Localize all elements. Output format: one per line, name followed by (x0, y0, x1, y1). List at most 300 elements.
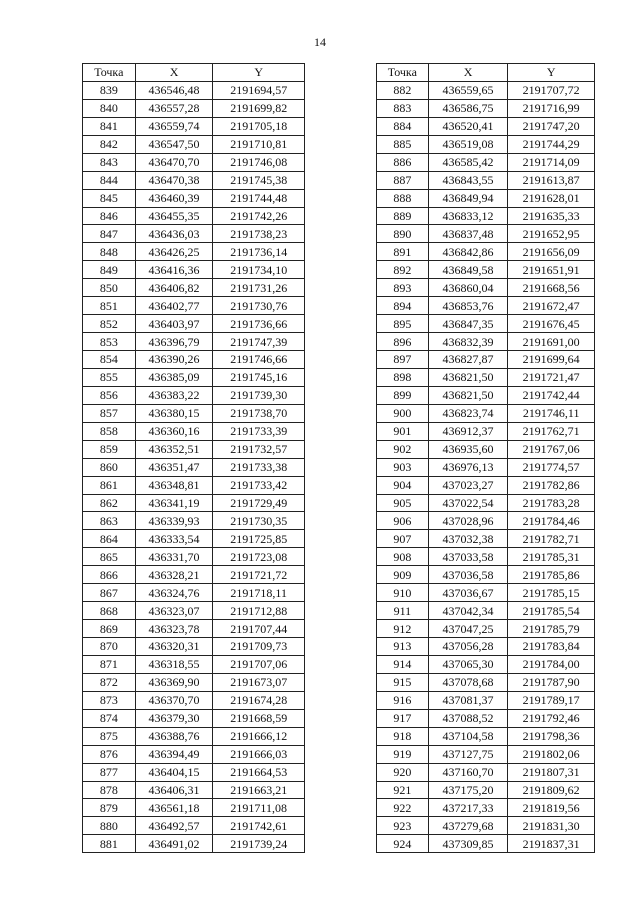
cell-y: 2191733,42 (213, 476, 305, 494)
cell-y: 2191742,44 (508, 386, 595, 404)
table-row (83, 351, 305, 369)
cell-y: 2191729,49 (213, 494, 305, 512)
cell-y: 2191666,12 (213, 727, 305, 745)
cell-x: 436370,70 (135, 691, 213, 709)
cell-x: 436320,31 (135, 638, 213, 656)
table-row (377, 153, 595, 171)
cell-y: 2191809,62 (508, 781, 595, 799)
header-y: Y (213, 64, 305, 82)
cell-x: 436559,65 (428, 81, 508, 99)
cell-x: 437104,58 (428, 727, 508, 745)
cell-point: 858 (83, 422, 136, 440)
cell-point: 914 (377, 655, 429, 673)
cell-point: 879 (83, 799, 136, 817)
cell-point: 860 (83, 458, 136, 476)
table-row (377, 315, 595, 333)
cell-point: 839 (83, 81, 136, 99)
cell-x: 437032,38 (428, 530, 508, 548)
cell-point: 911 (377, 602, 429, 620)
table-row (377, 422, 595, 440)
cell-point: 908 (377, 548, 429, 566)
cell-y: 2191673,07 (213, 673, 305, 691)
cell-x: 437036,67 (428, 584, 508, 602)
cell-y: 2191707,06 (213, 655, 305, 673)
table-row (83, 135, 305, 153)
cell-y: 2191736,66 (213, 315, 305, 333)
table-row (83, 171, 305, 189)
table-header-row (377, 64, 595, 82)
table-row (83, 297, 305, 315)
table-row (83, 638, 305, 656)
cell-y: 2191699,64 (508, 351, 595, 369)
cell-y: 2191664,53 (213, 763, 305, 781)
cell-x: 436470,70 (135, 153, 213, 171)
cell-x: 436379,30 (135, 709, 213, 727)
cell-y: 2191784,00 (508, 655, 595, 673)
cell-x: 436935,60 (428, 440, 508, 458)
cell-point: 852 (83, 315, 136, 333)
cell-x: 436341,19 (135, 494, 213, 512)
cell-y: 2191705,18 (213, 117, 305, 135)
cell-x: 437088,52 (428, 709, 508, 727)
cell-y: 2191691,00 (508, 333, 595, 351)
table-row (83, 368, 305, 386)
table-row (83, 99, 305, 117)
page-number: 14 (314, 35, 326, 49)
cell-x: 436847,35 (428, 315, 508, 333)
cell-point: 891 (377, 243, 429, 261)
cell-x: 436406,31 (135, 781, 213, 799)
cell-point: 906 (377, 512, 429, 530)
cell-y: 2191651,91 (508, 261, 595, 279)
cell-point: 844 (83, 171, 136, 189)
cell-x: 436388,76 (135, 727, 213, 745)
table-row (377, 135, 595, 153)
cell-point: 895 (377, 315, 429, 333)
cell-x: 436348,81 (135, 476, 213, 494)
table-row (83, 225, 305, 243)
header-x: X (428, 64, 508, 82)
table-row (83, 422, 305, 440)
cell-y: 2191668,56 (508, 279, 595, 297)
table-row (377, 602, 595, 620)
cell-x: 436460,39 (135, 189, 213, 207)
cell-y: 2191746,11 (508, 404, 595, 422)
table-row (377, 817, 595, 835)
cell-x: 436470,38 (135, 171, 213, 189)
cell-x: 437033,58 (428, 548, 508, 566)
cell-point: 881 (83, 835, 136, 853)
cell-y: 2191785,15 (508, 584, 595, 602)
cell-point: 847 (83, 225, 136, 243)
table-row (377, 727, 595, 745)
cell-x: 436352,51 (135, 440, 213, 458)
cell-x: 437022,54 (428, 494, 508, 512)
cell-point: 875 (83, 727, 136, 745)
cell-y: 2191802,06 (508, 745, 595, 763)
cell-point: 905 (377, 494, 429, 512)
cell-point: 916 (377, 691, 429, 709)
cell-point: 918 (377, 727, 429, 745)
cell-y: 2191721,47 (508, 368, 595, 386)
cell-y: 2191744,48 (213, 189, 305, 207)
cell-y: 2191745,16 (213, 368, 305, 386)
table-row (377, 171, 595, 189)
cell-y: 2191789,17 (508, 691, 595, 709)
cell-y: 2191725,85 (213, 530, 305, 548)
cell-x: 436323,07 (135, 602, 213, 620)
table-row (83, 548, 305, 566)
table-row (377, 655, 595, 673)
table-row (377, 745, 595, 763)
cell-x: 436912,37 (428, 422, 508, 440)
cell-point: 923 (377, 817, 429, 835)
cell-point: 854 (83, 351, 136, 369)
table-row (83, 691, 305, 709)
table-row (83, 440, 305, 458)
cell-point: 915 (377, 673, 429, 691)
cell-y: 2191736,14 (213, 243, 305, 261)
cell-point: 865 (83, 548, 136, 566)
cell-x: 436385,09 (135, 368, 213, 386)
table-row (83, 189, 305, 207)
cell-y: 2191744,29 (508, 135, 595, 153)
cell-point: 896 (377, 333, 429, 351)
header-y: Y (508, 64, 595, 82)
cell-x: 436837,48 (428, 225, 508, 243)
table-row (83, 799, 305, 817)
table-row (377, 279, 595, 297)
cell-x: 436394,49 (135, 745, 213, 763)
cell-x: 436976,13 (428, 458, 508, 476)
cell-y: 2191666,03 (213, 745, 305, 763)
cell-point: 868 (83, 602, 136, 620)
table-row (377, 494, 595, 512)
table-row (83, 494, 305, 512)
cell-y: 2191739,24 (213, 835, 305, 853)
cell-point: 872 (83, 673, 136, 691)
cell-point: 907 (377, 530, 429, 548)
cell-x: 436328,21 (135, 566, 213, 584)
cell-y: 2191746,08 (213, 153, 305, 171)
table-row (83, 476, 305, 494)
table-row (83, 763, 305, 781)
cell-y: 2191699,82 (213, 99, 305, 117)
cell-y: 2191712,88 (213, 602, 305, 620)
cell-point: 855 (83, 368, 136, 386)
cell-x: 437036,58 (428, 566, 508, 584)
table-row (83, 207, 305, 225)
table-row (377, 386, 595, 404)
cell-point: 912 (377, 620, 429, 638)
cell-point: 894 (377, 297, 429, 315)
cell-x: 436557,28 (135, 99, 213, 117)
cell-x: 436369,90 (135, 673, 213, 691)
cell-x: 436520,41 (428, 117, 508, 135)
table-row (377, 333, 595, 351)
table-header-row (83, 64, 305, 82)
cell-y: 2191747,20 (508, 117, 595, 135)
cell-x: 436416,36 (135, 261, 213, 279)
table-row (83, 333, 305, 351)
cell-point: 883 (377, 99, 429, 117)
cell-y: 2191738,23 (213, 225, 305, 243)
cell-y: 2191819,56 (508, 799, 595, 817)
cell-y: 2191767,06 (508, 440, 595, 458)
table-row (377, 297, 595, 315)
cell-point: 870 (83, 638, 136, 656)
cell-point: 892 (377, 261, 429, 279)
cell-point: 863 (83, 512, 136, 530)
table-row (377, 117, 595, 135)
cell-y: 2191837,31 (508, 835, 595, 853)
cell-x: 436853,76 (428, 297, 508, 315)
cell-point: 882 (377, 81, 429, 99)
table-row (83, 458, 305, 476)
cell-x: 436426,25 (135, 243, 213, 261)
cell-y: 2191710,81 (213, 135, 305, 153)
cell-point: 893 (377, 279, 429, 297)
cell-point: 902 (377, 440, 429, 458)
cell-x: 436390,26 (135, 351, 213, 369)
cell-y: 2191785,86 (508, 566, 595, 584)
cell-y: 2191747,39 (213, 333, 305, 351)
table-row (377, 261, 595, 279)
cell-y: 2191674,28 (213, 691, 305, 709)
cell-y: 2191782,86 (508, 476, 595, 494)
cell-y: 2191714,09 (508, 153, 595, 171)
cell-point: 919 (377, 745, 429, 763)
table-row (377, 673, 595, 691)
cell-x: 436585,42 (428, 153, 508, 171)
cell-x: 436383,22 (135, 386, 213, 404)
cell-x: 436842,86 (428, 243, 508, 261)
cell-point: 886 (377, 153, 429, 171)
cell-point: 904 (377, 476, 429, 494)
cell-x: 436406,82 (135, 279, 213, 297)
header-x: X (135, 64, 213, 82)
cell-point: 846 (83, 207, 136, 225)
cell-point: 910 (377, 584, 429, 602)
table-row (377, 763, 595, 781)
table-row (83, 243, 305, 261)
table-row (83, 817, 305, 835)
table-row (377, 476, 595, 494)
table-row (83, 81, 305, 99)
cell-point: 876 (83, 745, 136, 763)
cell-y: 2191628,01 (508, 189, 595, 207)
cell-x: 437023,27 (428, 476, 508, 494)
table-row (377, 81, 595, 99)
cell-y: 2191718,11 (213, 584, 305, 602)
cell-y: 2191783,84 (508, 638, 595, 656)
table-row (377, 584, 595, 602)
cell-point: 901 (377, 422, 429, 440)
cell-point: 845 (83, 189, 136, 207)
cell-x: 436546,48 (135, 81, 213, 99)
cell-x: 437217,33 (428, 799, 508, 817)
table-row (377, 638, 595, 656)
table-row (83, 584, 305, 602)
cell-point: 897 (377, 351, 429, 369)
cell-y: 2191707,44 (213, 620, 305, 638)
cell-y: 2191656,09 (508, 243, 595, 261)
table-row (83, 602, 305, 620)
cell-x: 436491,02 (135, 835, 213, 853)
cell-x: 436832,39 (428, 333, 508, 351)
cell-point: 862 (83, 494, 136, 512)
cell-y: 2191731,26 (213, 279, 305, 297)
cell-y: 2191613,87 (508, 171, 595, 189)
cell-point: 920 (377, 763, 429, 781)
table-row (377, 781, 595, 799)
cell-y: 2191798,36 (508, 727, 595, 745)
cell-y: 2191785,54 (508, 602, 595, 620)
table-row (377, 404, 595, 422)
table-row (377, 799, 595, 817)
cell-x: 436821,50 (428, 386, 508, 404)
cell-x: 436360,16 (135, 422, 213, 440)
cell-y: 2191783,28 (508, 494, 595, 512)
cell-x: 436492,57 (135, 817, 213, 835)
cell-point: 842 (83, 135, 136, 153)
cell-x: 437042,34 (428, 602, 508, 620)
cell-x: 436547,50 (135, 135, 213, 153)
cell-x: 437047,25 (428, 620, 508, 638)
cell-x: 436333,54 (135, 530, 213, 548)
cell-point: 880 (83, 817, 136, 835)
cell-x: 436843,55 (428, 171, 508, 189)
cell-x: 436318,55 (135, 655, 213, 673)
cell-point: 866 (83, 566, 136, 584)
cell-y: 2191738,70 (213, 404, 305, 422)
cell-y: 2191721,72 (213, 566, 305, 584)
cell-y: 2191694,57 (213, 81, 305, 99)
table-row (377, 512, 595, 530)
cell-y: 2191652,95 (508, 225, 595, 243)
table-row (83, 153, 305, 171)
cell-point: 913 (377, 638, 429, 656)
table-row (83, 781, 305, 799)
cell-point: 909 (377, 566, 429, 584)
cell-x: 437160,70 (428, 763, 508, 781)
cell-point: 864 (83, 530, 136, 548)
table-row (377, 530, 595, 548)
table-row (377, 351, 595, 369)
cell-y: 2191733,38 (213, 458, 305, 476)
cell-point: 871 (83, 655, 136, 673)
cell-x: 437065,30 (428, 655, 508, 673)
cell-point: 917 (377, 709, 429, 727)
cell-x: 436331,70 (135, 548, 213, 566)
cell-x: 437078,68 (428, 673, 508, 691)
cell-x: 436351,47 (135, 458, 213, 476)
cell-y: 2191672,47 (508, 297, 595, 315)
cell-x: 436404,15 (135, 763, 213, 781)
cell-x: 436827,87 (428, 351, 508, 369)
cell-x: 437309,85 (428, 835, 508, 853)
cell-x: 436821,50 (428, 368, 508, 386)
cell-x: 436324,76 (135, 584, 213, 602)
coordinates-table-right (376, 63, 595, 853)
cell-x: 436833,12 (428, 207, 508, 225)
cell-y: 2191774,57 (508, 458, 595, 476)
table-row (83, 835, 305, 853)
cell-point: 898 (377, 368, 429, 386)
table-row (83, 655, 305, 673)
cell-point: 877 (83, 763, 136, 781)
header-point: Точка (377, 64, 429, 82)
table-row (377, 189, 595, 207)
cell-point: 840 (83, 99, 136, 117)
cell-y: 2191746,66 (213, 351, 305, 369)
cell-point: 853 (83, 333, 136, 351)
cell-point: 874 (83, 709, 136, 727)
cell-y: 2191807,31 (508, 763, 595, 781)
cell-y: 2191792,46 (508, 709, 595, 727)
cell-y: 2191762,71 (508, 422, 595, 440)
cell-y: 2191711,08 (213, 799, 305, 817)
cell-point: 885 (377, 135, 429, 153)
cell-point: 889 (377, 207, 429, 225)
table-row (83, 404, 305, 422)
cell-point: 899 (377, 386, 429, 404)
cell-y: 2191732,57 (213, 440, 305, 458)
cell-x: 436396,79 (135, 333, 213, 351)
cell-x: 437127,75 (428, 745, 508, 763)
cell-y: 2191734,10 (213, 261, 305, 279)
cell-point: 856 (83, 386, 136, 404)
cell-point: 843 (83, 153, 136, 171)
table-row (83, 261, 305, 279)
cell-point: 924 (377, 835, 429, 853)
cell-x: 436559,74 (135, 117, 213, 135)
cell-point: 857 (83, 404, 136, 422)
cell-y: 2191663,21 (213, 781, 305, 799)
cell-y: 2191745,38 (213, 171, 305, 189)
cell-y: 2191733,39 (213, 422, 305, 440)
cell-point: 859 (83, 440, 136, 458)
table-row (83, 673, 305, 691)
table-row (377, 691, 595, 709)
table-row (83, 709, 305, 727)
cell-y: 2191635,33 (508, 207, 595, 225)
cell-y: 2191742,61 (213, 817, 305, 835)
cell-y: 2191730,35 (213, 512, 305, 530)
table-row (83, 727, 305, 745)
cell-x: 437056,28 (428, 638, 508, 656)
table-row (83, 566, 305, 584)
cell-y: 2191707,72 (508, 81, 595, 99)
cell-y: 2191709,73 (213, 638, 305, 656)
cell-point: 878 (83, 781, 136, 799)
cell-point: 922 (377, 799, 429, 817)
table-row (83, 512, 305, 530)
cell-x: 436849,58 (428, 261, 508, 279)
cell-point: 849 (83, 261, 136, 279)
cell-y: 2191668,59 (213, 709, 305, 727)
table-row (377, 440, 595, 458)
cell-x: 436323,78 (135, 620, 213, 638)
cell-point: 888 (377, 189, 429, 207)
table-row (377, 709, 595, 727)
cell-x: 436339,93 (135, 512, 213, 530)
cell-point: 890 (377, 225, 429, 243)
cell-y: 2191787,90 (508, 673, 595, 691)
cell-x: 437028,96 (428, 512, 508, 530)
cell-x: 436519,08 (428, 135, 508, 153)
table-row (377, 620, 595, 638)
